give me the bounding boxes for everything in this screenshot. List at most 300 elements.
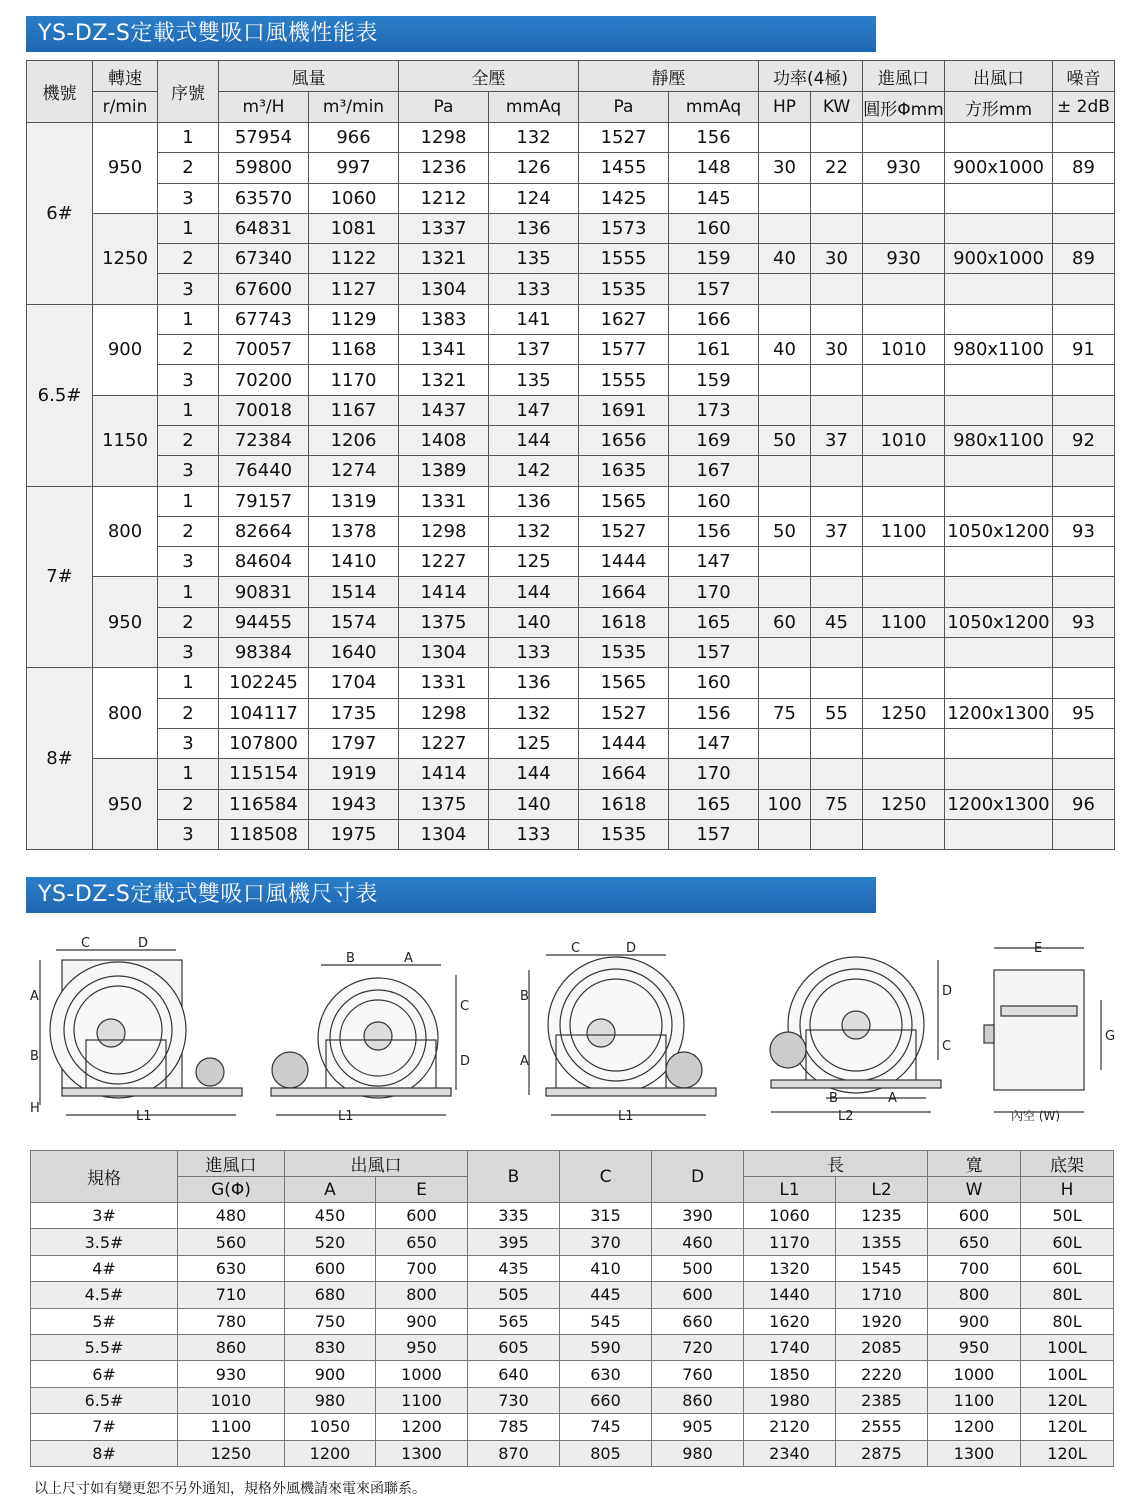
table-cell-empty: [1053, 486, 1115, 516]
table-cell: 600: [652, 1282, 744, 1308]
table-cell: 142: [489, 456, 579, 486]
table-row: [27, 335, 1115, 365]
table-cell: 92: [1053, 425, 1115, 455]
table-cell: 1535: [579, 274, 669, 304]
table-cell-empty: [1053, 123, 1115, 153]
table-cell: 1227: [399, 728, 489, 758]
table-cell: 136: [489, 486, 579, 516]
table-cell: 1355: [836, 1229, 928, 1255]
table-cell: 160: [669, 213, 759, 243]
table-cell-empty: [811, 274, 863, 304]
dims-header-spec: 規格: [31, 1151, 178, 1203]
table-cell: 91: [1053, 335, 1115, 365]
table-cell: 6#: [27, 123, 93, 305]
table-cell: 1298: [399, 698, 489, 728]
table-cell: 630: [560, 1361, 652, 1387]
table-cell: 80L: [1021, 1282, 1114, 1308]
dims-header-b: B: [468, 1151, 560, 1203]
table-cell-empty: [945, 213, 1053, 243]
table-cell: 37: [811, 425, 863, 455]
table-cell: 6.5#: [27, 304, 93, 486]
table-cell: 1100: [178, 1414, 285, 1440]
table-cell: 136: [489, 213, 579, 243]
footnote: 以上尺寸如有變更恕不另外通知，規格外風機請來電來函聯系。: [34, 1481, 426, 1497]
d3-label-l1: L1: [618, 1109, 634, 1124]
table-cell: 1200x1300: [945, 789, 1053, 819]
table-cell: 1565: [579, 486, 669, 516]
table-cell-empty: [945, 638, 1053, 668]
table-cell-empty: [759, 638, 811, 668]
table-cell: 1206: [309, 425, 399, 455]
table-cell: 1640: [309, 638, 399, 668]
table-cell: 2555: [836, 1414, 928, 1440]
fan-dimension-diagrams: [26, 930, 1116, 1130]
table-cell: 1100: [376, 1387, 468, 1413]
table-cell: 905: [652, 1414, 744, 1440]
table-cell: 167: [669, 456, 759, 486]
header-speed: 轉速: [93, 61, 158, 92]
table-cell-empty: [863, 759, 945, 789]
table-cell: 520: [285, 1229, 376, 1255]
table-cell: 1250: [93, 213, 158, 304]
table-cell: 950: [928, 1334, 1021, 1360]
d3-label-c: C: [571, 941, 581, 956]
table-cell: 2: [158, 789, 219, 819]
table-cell: 800: [93, 486, 158, 577]
table-cell-empty: [945, 486, 1053, 516]
table-row: [27, 486, 1115, 516]
table-cell: 1341: [399, 335, 489, 365]
table-cell: 1635: [579, 456, 669, 486]
table-cell: 1320: [744, 1255, 836, 1281]
performance-table-title: YS-DZ-S定載式雙吸口風機性能表: [26, 16, 876, 52]
table-cell: 98384: [219, 638, 309, 668]
table-cell: 680: [285, 1282, 376, 1308]
table-cell: 1444: [579, 728, 669, 758]
table-cell-empty: [863, 577, 945, 607]
table-cell-empty: [811, 728, 863, 758]
table-cell: 3: [158, 547, 219, 577]
table-cell: 145: [669, 183, 759, 213]
table-cell-empty: [1053, 304, 1115, 334]
table-cell: 1375: [399, 607, 489, 637]
table-cell-empty: [863, 304, 945, 334]
table-cell: 780: [178, 1308, 285, 1334]
table-row: [27, 395, 1115, 425]
table-cell: 650: [928, 1229, 1021, 1255]
table-cell: 93: [1053, 607, 1115, 637]
table-cell: 156: [669, 123, 759, 153]
table-cell-empty: [863, 728, 945, 758]
table-cell: 137: [489, 335, 579, 365]
d2-label-l1: L1: [338, 1109, 354, 1124]
header-hp: HP: [759, 92, 811, 123]
table-cell: 135: [489, 244, 579, 274]
table-cell-empty: [759, 668, 811, 698]
table-cell: 55: [811, 698, 863, 728]
d2-label-b: B: [346, 951, 355, 966]
table-cell: 100: [759, 789, 811, 819]
table-cell-empty: [863, 183, 945, 213]
table-cell: 1129: [309, 304, 399, 334]
table-cell: 1691: [579, 395, 669, 425]
table-cell: 1304: [399, 819, 489, 849]
table-cell-empty: [945, 728, 1053, 758]
table-cell: 1300: [928, 1440, 1021, 1466]
table-cell: 1319: [309, 486, 399, 516]
table-cell-empty: [863, 123, 945, 153]
table-cell-empty: [1053, 456, 1115, 486]
table-cell: 100L: [1021, 1334, 1114, 1360]
header-outlet: 出風口: [945, 61, 1053, 92]
table-cell: 2385: [836, 1387, 928, 1413]
table-cell: 90831: [219, 577, 309, 607]
header-static-pressure: 靜壓: [579, 61, 759, 92]
table-cell: 147: [669, 547, 759, 577]
table-cell: 745: [560, 1414, 652, 1440]
table-cell: 1200: [928, 1414, 1021, 1440]
table-cell-empty: [945, 456, 1053, 486]
table-cell: 2: [158, 607, 219, 637]
table-cell: 720: [652, 1334, 744, 1360]
table-cell: 1527: [579, 698, 669, 728]
table-cell: 1535: [579, 819, 669, 849]
table-cell: 860: [652, 1387, 744, 1413]
table-cell: 1: [158, 668, 219, 698]
table-cell-empty: [945, 577, 1053, 607]
table-cell: 169: [669, 425, 759, 455]
table-cell: 57954: [219, 123, 309, 153]
table-cell: 1656: [579, 425, 669, 455]
table-cell: 1850: [744, 1361, 836, 1387]
table-cell: 89: [1053, 153, 1115, 183]
d4-label-b: B: [829, 1091, 838, 1106]
table-cell: 1170: [744, 1229, 836, 1255]
table-cell: 7#: [27, 486, 93, 668]
table-cell: 700: [928, 1255, 1021, 1281]
d1-label-h: H: [30, 1101, 40, 1116]
table-cell: 1010: [863, 425, 945, 455]
table-cell: 3: [158, 638, 219, 668]
table-cell: 660: [652, 1308, 744, 1334]
table-cell: 1618: [579, 607, 669, 637]
table-row: [27, 728, 1115, 758]
table-cell: 450: [285, 1203, 376, 1229]
d1-label-c: C: [81, 936, 91, 951]
table-row: [27, 244, 1115, 274]
table-cell-empty: [863, 668, 945, 698]
header-power: 功率(4極): [759, 61, 863, 92]
table-cell: 600: [928, 1203, 1021, 1229]
table-row: [27, 668, 1115, 698]
table-row: [27, 365, 1115, 395]
table-row: [27, 153, 1115, 183]
table-cell: 173: [669, 395, 759, 425]
table-cell: 1410: [309, 547, 399, 577]
table-cell: 1943: [309, 789, 399, 819]
table-cell: 8#: [27, 668, 93, 850]
table-cell-empty: [759, 395, 811, 425]
table-cell: 115154: [219, 759, 309, 789]
table-cell: 950: [93, 123, 158, 214]
table-cell: 144: [489, 759, 579, 789]
table-cell: 30: [811, 244, 863, 274]
table-cell: 997: [309, 153, 399, 183]
table-row: [27, 213, 1115, 243]
table-cell: 1167: [309, 395, 399, 425]
table-cell: 1300: [376, 1440, 468, 1466]
table-cell: 315: [560, 1203, 652, 1229]
table-row: [27, 819, 1115, 849]
table-cell: 2: [158, 516, 219, 546]
table-cell: 2340: [744, 1440, 836, 1466]
table-cell: 1710: [836, 1282, 928, 1308]
table-cell: 120L: [1021, 1387, 1114, 1413]
table-cell: 1975: [309, 819, 399, 849]
table-cell-empty: [1053, 365, 1115, 395]
header-model: 機號: [27, 61, 93, 123]
table-cell-empty: [811, 213, 863, 243]
table-row: [31, 1387, 1114, 1413]
table-cell-empty: [811, 759, 863, 789]
table-cell: 410: [560, 1255, 652, 1281]
table-cell-empty: [759, 274, 811, 304]
table-cell: 3: [158, 365, 219, 395]
dims-header-e: E: [376, 1177, 468, 1203]
dims-header-c: C: [560, 1151, 652, 1203]
table-cell: 1: [158, 213, 219, 243]
table-cell: 30: [811, 335, 863, 365]
dims-header-width: 寬: [928, 1151, 1021, 1177]
table-cell: 1168: [309, 335, 399, 365]
d4-label-c: C: [942, 1039, 952, 1054]
table-cell: 1389: [399, 456, 489, 486]
table-cell: 435: [468, 1255, 560, 1281]
d2-label-a: A: [404, 951, 413, 966]
table-cell: 89: [1053, 244, 1115, 274]
table-cell: 2875: [836, 1440, 928, 1466]
table-cell: 3: [158, 456, 219, 486]
table-cell-empty: [811, 819, 863, 849]
table-cell: 6.5#: [31, 1387, 178, 1413]
table-cell: 590: [560, 1334, 652, 1360]
table-cell: 545: [560, 1308, 652, 1334]
table-cell: 132: [489, 698, 579, 728]
table-cell: 40: [759, 244, 811, 274]
table-cell: 3: [158, 819, 219, 849]
table-cell: 2220: [836, 1361, 928, 1387]
table-cell-empty: [945, 304, 1053, 334]
table-cell: 70018: [219, 395, 309, 425]
table-cell: 22: [811, 153, 863, 183]
d2-label-c: C: [460, 999, 470, 1014]
table-cell: 70057: [219, 335, 309, 365]
table-cell: 1797: [309, 728, 399, 758]
table-cell: 141: [489, 304, 579, 334]
table-cell: 980: [285, 1387, 376, 1413]
table-cell: 1200: [285, 1440, 376, 1466]
table-cell-empty: [759, 819, 811, 849]
table-cell-empty: [863, 547, 945, 577]
table-cell: 966: [309, 123, 399, 153]
table-cell: 1050: [285, 1414, 376, 1440]
table-cell: 1227: [399, 547, 489, 577]
table-row: [31, 1203, 1114, 1229]
table-cell: 7#: [31, 1414, 178, 1440]
table-cell: 2: [158, 698, 219, 728]
table-cell: 132: [489, 516, 579, 546]
table-cell: 1050x1200: [945, 607, 1053, 637]
table-cell: 136: [489, 668, 579, 698]
table-cell: 1440: [744, 1282, 836, 1308]
table-cell: 1425: [579, 183, 669, 213]
dims-header-g: G(Φ): [178, 1177, 285, 1203]
table-cell-empty: [1053, 577, 1115, 607]
table-cell-empty: [863, 486, 945, 516]
table-cell: 159: [669, 365, 759, 395]
table-cell: 1555: [579, 365, 669, 395]
table-cell: 1527: [579, 123, 669, 153]
table-cell: 30: [759, 153, 811, 183]
table-cell: 3.5#: [31, 1229, 178, 1255]
table-cell: 1620: [744, 1308, 836, 1334]
table-cell: 1383: [399, 304, 489, 334]
table-row: [31, 1334, 1114, 1360]
table-cell-empty: [945, 274, 1053, 304]
table-cell: 95: [1053, 698, 1115, 728]
d3-label-d: D: [626, 941, 637, 956]
table-cell: 6#: [31, 1361, 178, 1387]
table-cell: 118508: [219, 819, 309, 849]
d4-label-l2: L2: [838, 1109, 854, 1124]
table-cell: 1664: [579, 577, 669, 607]
d1-label-l1: L1: [136, 1109, 152, 1124]
table-cell: 133: [489, 274, 579, 304]
table-cell: 600: [285, 1255, 376, 1281]
table-cell: 70200: [219, 365, 309, 395]
table-cell-empty: [1053, 547, 1115, 577]
table-cell: 8#: [31, 1440, 178, 1466]
table-cell: 900: [376, 1308, 468, 1334]
table-cell: 830: [285, 1334, 376, 1360]
table-cell: 3: [158, 728, 219, 758]
table-cell: 116584: [219, 789, 309, 819]
table-cell: 156: [669, 516, 759, 546]
dimension-drawings: [26, 930, 1116, 1130]
table-cell-empty: [863, 819, 945, 849]
table-cell: 1100: [928, 1387, 1021, 1413]
table-cell: 1514: [309, 577, 399, 607]
table-cell: 1331: [399, 486, 489, 516]
table-row: [31, 1229, 1114, 1255]
table-cell: 50: [759, 516, 811, 546]
table-row: [31, 1255, 1114, 1281]
table-cell: 2: [158, 425, 219, 455]
table-cell: 1200: [376, 1414, 468, 1440]
table-cell: 1704: [309, 668, 399, 698]
table-cell: 1298: [399, 123, 489, 153]
table-cell: 60: [759, 607, 811, 637]
dims-header-base: 底架: [1021, 1151, 1114, 1177]
table-cell: 1664: [579, 759, 669, 789]
table-cell: 1298: [399, 516, 489, 546]
table-cell: 2085: [836, 1334, 928, 1360]
table-cell: 67340: [219, 244, 309, 274]
table-cell-empty: [1053, 274, 1115, 304]
table-cell: 64831: [219, 213, 309, 243]
table-cell: 148: [669, 153, 759, 183]
table-row: [31, 1308, 1114, 1334]
table-cell: 104117: [219, 698, 309, 728]
table-cell: 1919: [309, 759, 399, 789]
table-cell: 1010: [863, 335, 945, 365]
table-cell: 390: [652, 1203, 744, 1229]
table-cell-empty: [759, 123, 811, 153]
table-cell: 650: [376, 1229, 468, 1255]
table-row: [27, 425, 1115, 455]
table-cell: 125: [489, 547, 579, 577]
table-cell: 50L: [1021, 1203, 1114, 1229]
table-cell-empty: [1053, 668, 1115, 698]
table-cell-empty: [811, 304, 863, 334]
table-cell-empty: [759, 304, 811, 334]
table-cell: 1555: [579, 244, 669, 274]
table-cell: 144: [489, 577, 579, 607]
table-cell: 1577: [579, 335, 669, 365]
d3-label-b: B: [520, 989, 529, 1004]
table-cell: 5#: [31, 1308, 178, 1334]
table-cell-empty: [1053, 395, 1115, 425]
table-cell: 1414: [399, 759, 489, 789]
d4-label-d: D: [942, 984, 953, 999]
table-cell-empty: [945, 547, 1053, 577]
table-cell-empty: [863, 213, 945, 243]
table-cell: 4.5#: [31, 1282, 178, 1308]
table-cell: 126: [489, 153, 579, 183]
table-cell-empty: [811, 638, 863, 668]
table-cell-empty: [1053, 183, 1115, 213]
table-cell: 75: [759, 698, 811, 728]
table-cell: 370: [560, 1229, 652, 1255]
table-cell-empty: [811, 456, 863, 486]
table-cell: 1100: [863, 516, 945, 546]
table-cell: 980x1100: [945, 335, 1053, 365]
d1-label-a: A: [30, 989, 39, 1004]
table-cell: 40: [759, 335, 811, 365]
table-cell: 125: [489, 728, 579, 758]
table-row: [27, 304, 1115, 334]
table-cell: 460: [652, 1229, 744, 1255]
table-row: [27, 607, 1115, 637]
table-cell: 84604: [219, 547, 309, 577]
table-cell: 1545: [836, 1255, 928, 1281]
table-cell: 60L: [1021, 1229, 1114, 1255]
table-cell: 133: [489, 819, 579, 849]
table-cell-empty: [811, 486, 863, 516]
table-cell: 660: [560, 1387, 652, 1413]
table-cell: 1212: [399, 183, 489, 213]
dimension-table-body: [31, 1203, 1114, 1467]
table-cell: 79157: [219, 486, 309, 516]
table-cell: 1321: [399, 244, 489, 274]
table-cell: 63570: [219, 183, 309, 213]
table-cell: 1200x1300: [945, 698, 1053, 728]
header-total-pressure: 全壓: [399, 61, 579, 92]
dims-header-inlet: 進風口: [178, 1151, 285, 1177]
table-row: [27, 183, 1115, 213]
table-cell: 1: [158, 486, 219, 516]
table-cell: 157: [669, 274, 759, 304]
